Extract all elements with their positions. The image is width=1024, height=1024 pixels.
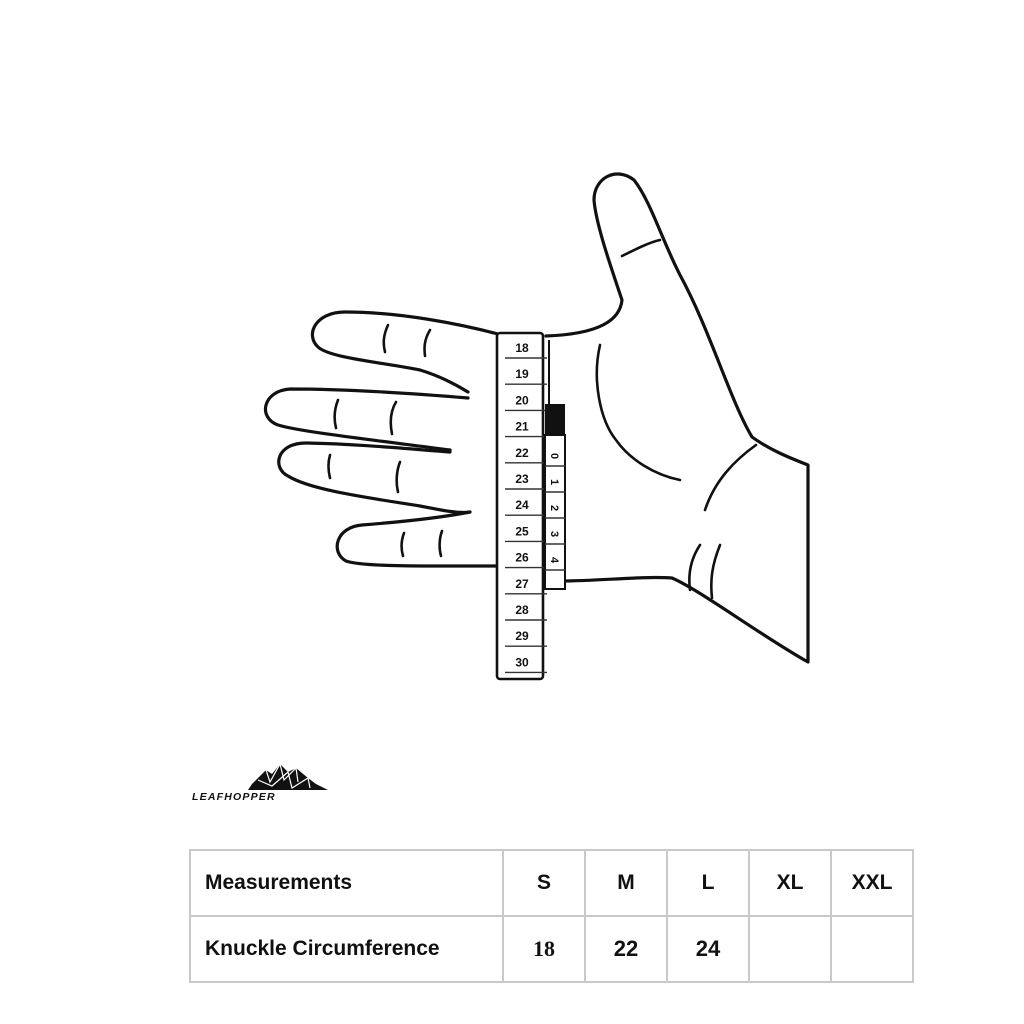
knuckle-circumference-label: Knuckle Circumference (190, 916, 503, 982)
inner-number-1: 1 (548, 478, 560, 486)
size-xl-header: XL (749, 850, 831, 916)
ring-finger-outline (279, 443, 470, 513)
size-m-header: M (585, 850, 667, 916)
index-finger-outline (312, 312, 498, 392)
size-m-value: 22 (585, 916, 667, 982)
size-s-value: 18 (503, 916, 585, 982)
tape-number-30: 30 (515, 655, 529, 670)
inner-number-2: 2 (548, 504, 560, 512)
table-row (190, 916, 913, 982)
tape-number-27: 27 (515, 576, 529, 591)
inner-number-4: 4 (548, 556, 560, 564)
tape-number-20: 20 (515, 393, 529, 408)
size-xxl-header: XXL (831, 850, 913, 916)
tape-number-21: 21 (515, 419, 529, 434)
tape-number-19: 19 (515, 367, 529, 382)
mountain-logo-icon (192, 760, 332, 792)
tape-number-23: 23 (515, 472, 529, 486)
brand-logo (192, 760, 332, 806)
tape-number-26: 26 (515, 550, 529, 565)
tape-number-24: 24 (515, 498, 529, 513)
tape-number-25: 25 (515, 524, 529, 539)
table-header-row (190, 850, 913, 916)
size-chart-table (189, 849, 914, 983)
tape-number-28: 28 (515, 603, 529, 617)
little-finger-outline (337, 512, 497, 566)
thumb-outline (546, 174, 808, 662)
wrist-creases (689, 445, 756, 598)
size-l-value: 24 (667, 916, 749, 982)
tape-number-22: 22 (515, 445, 529, 460)
logo-text: LEAFHOPPER (192, 791, 276, 803)
size-l-header: L (667, 850, 749, 916)
size-xxl-value (831, 916, 913, 982)
tape-number-18: 18 (515, 341, 529, 355)
size-s-header: S (503, 850, 585, 916)
inner-number-0: 0 (548, 452, 560, 460)
tape-end-black-tab (545, 404, 565, 435)
palm-crease (597, 345, 680, 480)
inner-number-3: 3 (548, 530, 560, 538)
tape-number-29: 29 (515, 629, 529, 644)
measurements-label: Measurements (190, 850, 503, 916)
size-xl-value (749, 916, 831, 982)
thumb-crease (622, 240, 660, 256)
middle-finger-outline (266, 389, 469, 450)
